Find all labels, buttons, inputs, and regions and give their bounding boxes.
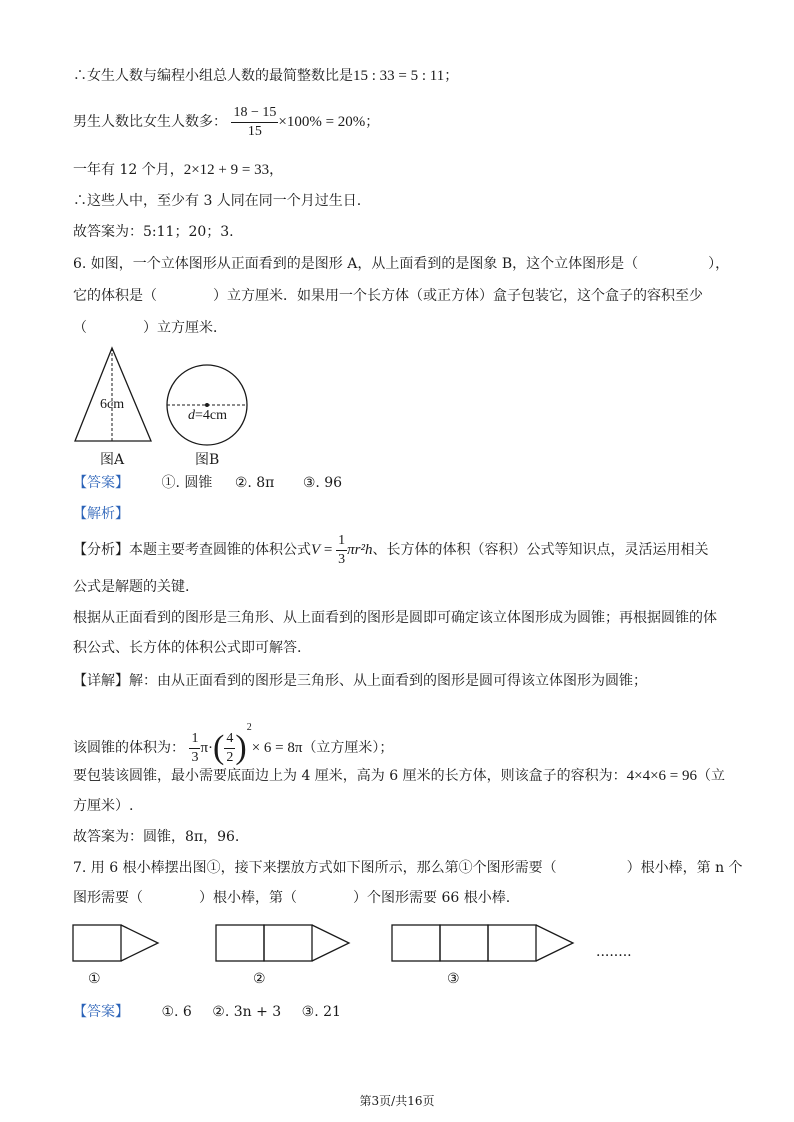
stick-figure-3	[391, 924, 581, 964]
figure-b-caption: 图B	[195, 452, 220, 468]
figure-a-triangle	[72, 345, 152, 445]
figure-1-label: ①	[88, 971, 101, 987]
box-volume-line-1: 要包装该圆锥，最小需要底面边上为 4 厘米，高为 6 厘米的长方体，则该盒子的容积为：4×4×6 = 96（立	[73, 768, 726, 784]
solution-line-conclusion: ∴这些人中，至少有 3 人同在同一个月过生日.	[73, 193, 362, 209]
figure-b-circle	[165, 363, 249, 447]
fraction: $\frac{1}{3}$	[191, 730, 199, 765]
solution-line-percent: 男生人数比女生人数多： $\frac{18 - 15}{15}$ ×100% = 20%；	[73, 104, 380, 139]
figure-b-diameter-label: d=4cm	[188, 408, 227, 423]
question-7-line-2: 图形需要（ ）根小棒，第（ ）个图形需要 66 根小棒.	[73, 890, 511, 906]
fraction: $\frac{18 - 15}{15}$	[233, 104, 277, 139]
question-6-line-3: （ ）立方厘米．	[73, 320, 227, 336]
box-volume-line-2: 方厘米）.	[73, 798, 134, 814]
figure-a-caption: 图A	[100, 452, 125, 468]
fraction: $\frac{1}{3}$	[338, 532, 346, 567]
solution-line-months: 一年有 12 个月，2×12 + 9 = 33，	[73, 162, 284, 178]
question-6-final-answer: 故答案为：圆锥，8π，96.	[73, 829, 240, 845]
fraction: $\frac{4}{2}$	[226, 730, 234, 765]
question-7-answer: 【答案】 ①. 6 ②. 3n + 3 ③. 21	[73, 1004, 341, 1020]
page-footer: 第3页/共16页	[359, 1094, 435, 1108]
analysis-paragraph-cont: 公式是解题的关键.	[73, 579, 190, 595]
volume-calculation: 该圆锥的体积为： $\frac{1}{3}$ π·( $\frac{4}{2}$ )$^2$× 6 = 8π（立方厘米）；	[73, 722, 394, 766]
detail-line: 【详解】解：由从正面看到的图形是三角形、从上面看到的图形是圆可得该立体图形为圆锥；	[73, 673, 647, 689]
continuation-dots: ........	[596, 944, 632, 960]
figure-3-label: ③	[447, 971, 460, 987]
stick-figure-1	[72, 924, 172, 964]
question-6-line-2: 它的体积是（ ）立方厘米．如果用一个长方体（或正方体）盒子包装它，这个盒子的容积至少	[73, 288, 703, 304]
question-7-line-1: 7. 用 6 根小棒摆出图①，接下来摆放方式如下图所示，那么第①个图形需要（ ）根小棒，第 n 个	[73, 860, 743, 876]
analysis-paragraph: 【分析】本题主要考查圆锥的体积公式V = $\frac{1}{3}$ πr²h、长方体的体积（容积）公式等知识点，灵活运用相关	[73, 532, 709, 567]
question-6-line-1: 6. 如图，一个立体图形从正面看到的是图形 A，从上面看到的是图象 B，这个立体图形是（ ），	[73, 256, 730, 272]
question-6-answer: 【答案】 ①. 圆锥 ②. 8π ③. 96	[73, 475, 343, 491]
reasoning-line-1: 根据从正面看到的图形是三角形、从上面看到的图形是圆即可确定该立体图形成为圆锥；再根据圆锥的体	[73, 610, 717, 626]
figure-a-height-label: 6cm	[100, 397, 125, 412]
stick-figure-2	[215, 924, 355, 964]
answer-tag: 【答案】	[73, 475, 129, 491]
solution-line-ratio: ∴女生人数与编程小组总人数的最简整数比是15 : 33 = 5 : 11；	[73, 68, 459, 84]
answer-tag: 【答案】	[73, 1004, 129, 1020]
solution-line-answer: 故答案为：5:11；20；3.	[73, 224, 234, 240]
reasoning-line-2: 积公式、长方体的体积公式即可解答.	[73, 640, 302, 656]
analysis-tag: 【解析】	[73, 506, 129, 522]
figure-2-label: ②	[253, 971, 266, 987]
